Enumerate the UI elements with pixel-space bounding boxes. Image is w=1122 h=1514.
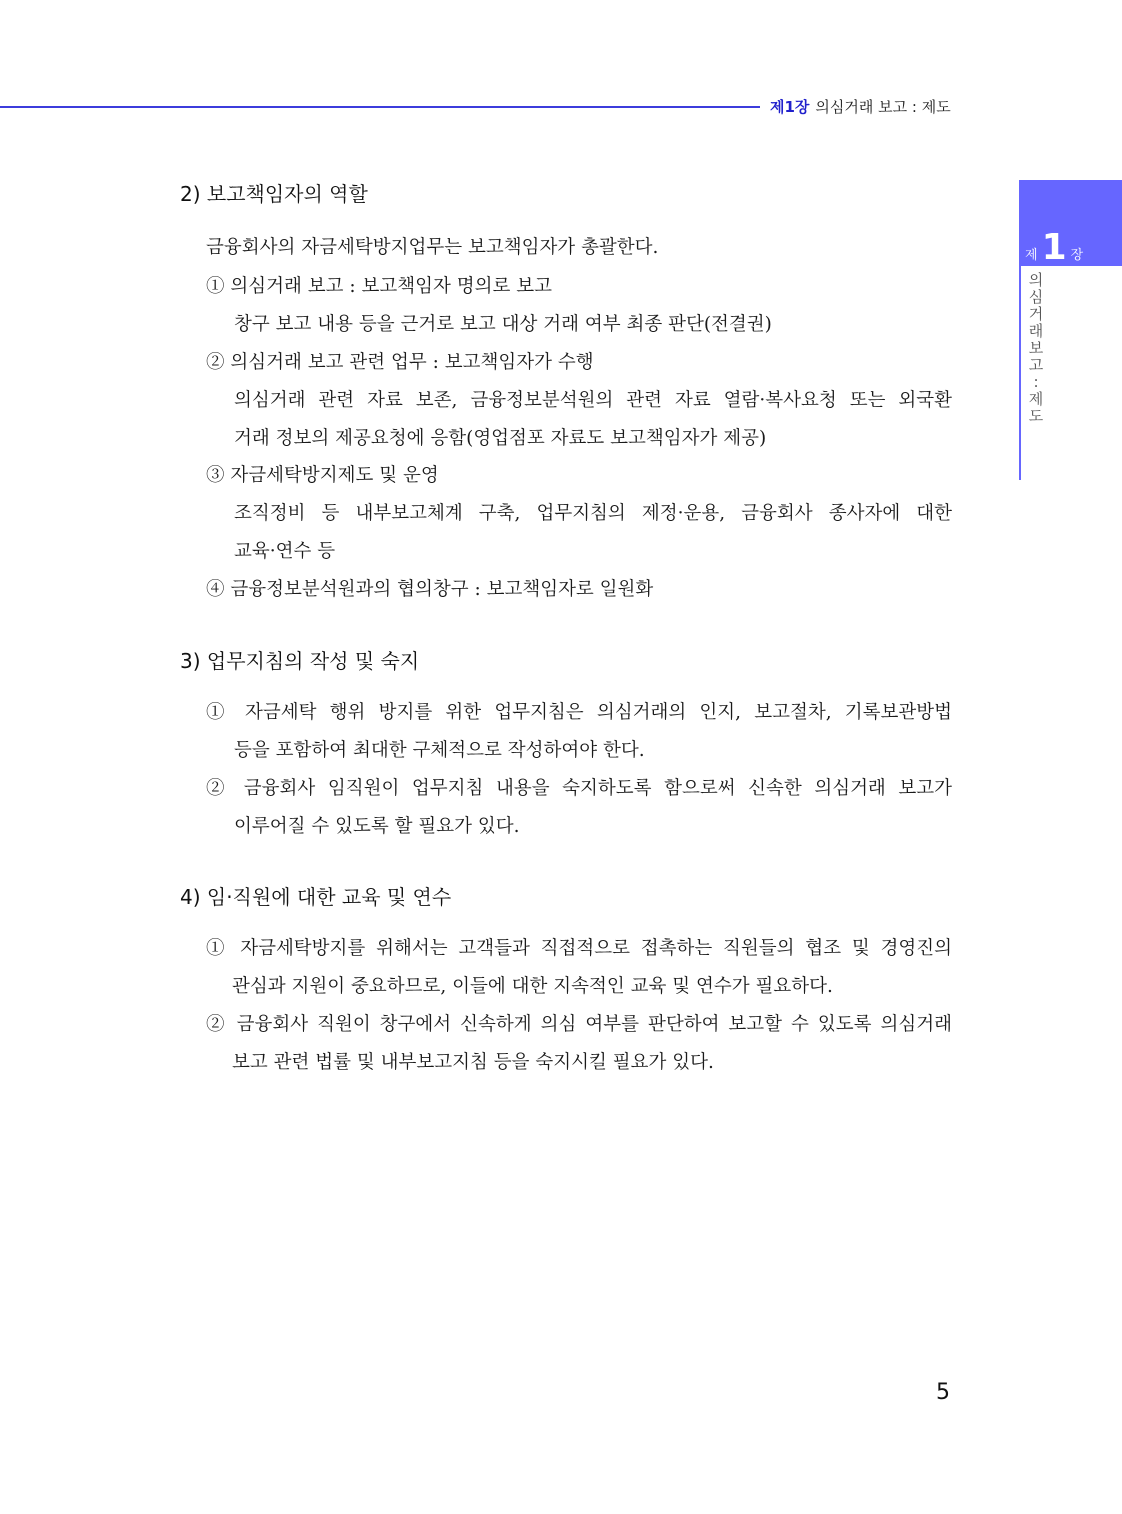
chapter-tab-prefix: 제: [1025, 248, 1038, 263]
chapter-tab-label: [1025, 227, 1084, 268]
section-3-item-2: ② 금융회사 임직원이 업무지침 내용을 숙지하도록 함으로써 신속한 의심거래 보고가: [206, 778, 952, 799]
section-2-item-3: ③ 자금세탁방지제도 및 운영: [206, 465, 439, 486]
section-2-item-1-detail: 창구 보고 내용 등을 근거로 보고 대상 거래 여부 최종 판단(전결권): [234, 314, 772, 335]
section-4-item-2: ② 금융회사 직원이 창구에서 신속하게 의심 여부를 판단하여 보고할 수 있도록 의심거래: [206, 1014, 952, 1035]
section-3-item-2-cont: 이루어질 수 있도록 할 필요가 있다.: [234, 816, 520, 837]
chapter-tab-suffix: 장: [1070, 248, 1084, 263]
section-3-item-1-cont: 등을 포함하여 최대한 구체적으로 작성하여야 한다.: [234, 740, 645, 761]
chapter-vertical-title: 의심거래 보고 : 제도: [1028, 271, 1044, 425]
section-2-item-1: ① 의심거래 보고 : 보고책임자 명의로 보고: [206, 276, 552, 297]
section-heading-4: 4) 임·직원에 대한 교육 및 연수: [180, 885, 452, 909]
section-2-item-3-detail-cont: 교육·연수 등: [234, 541, 336, 562]
section-2-intro: 금융회사의 자금세탁방지업무는 보고책임자가 총괄한다.: [206, 237, 659, 258]
section-2-item-2: ② 의심거래 보고 관련 업무 : 보고책임자가 수행: [206, 352, 594, 373]
running-header: [770, 96, 951, 117]
section-2-item-3-detail: 조직정비 등 내부보고체계 구축, 업무지침의 제정·운용, 금융회사 종사자에 대한: [234, 503, 952, 524]
section-2-item-2-detail-cont: 거래 정보의 제공요청에 응함(영업점포 자료도 보고책임자가 제공): [234, 428, 767, 449]
section-2-item-4: ④ 금융정보분석원과의 협의창구 : 보고책임자로 일원화: [206, 579, 654, 600]
section-heading-3: 3) 업무지침의 작성 및 숙지: [180, 649, 420, 673]
section-4-item-1: ① 자금세탁방지를 위해서는 고객들과 직접적으로 접촉하는 직원들의 협조 및 경영진의: [206, 938, 952, 959]
section-2-item-2-detail: 의심거래 관련 자료 보존, 금융정보분석원의 관련 자료 열람·복사요청 또는 외국환: [234, 390, 952, 411]
section-heading-2: 2) 보고책임자의 역할: [180, 182, 368, 206]
header-rule: [0, 106, 760, 108]
section-4-item-1-cont: 관심과 지원이 중요하므로, 이들에 대한 지속적인 교육 및 연수가 필요하다.: [232, 976, 833, 997]
page-number: 5: [936, 1380, 950, 1405]
section-4-item-2-cont: 보고 관련 법률 및 내부보고지침 등을 숙지시킬 필요가 있다.: [232, 1052, 714, 1073]
header-title: 의심거래 보고 : 제도: [815, 98, 951, 116]
chapter-tab-line: [1019, 266, 1021, 480]
header-chapter: 제1장: [770, 98, 810, 116]
section-3-item-1: ① 자금세탁 행위 방지를 위한 업무지침은 의심거래의 인지, 보고절차, 기록보관방법: [206, 702, 952, 723]
chapter-tab-number: 1: [1041, 227, 1067, 268]
